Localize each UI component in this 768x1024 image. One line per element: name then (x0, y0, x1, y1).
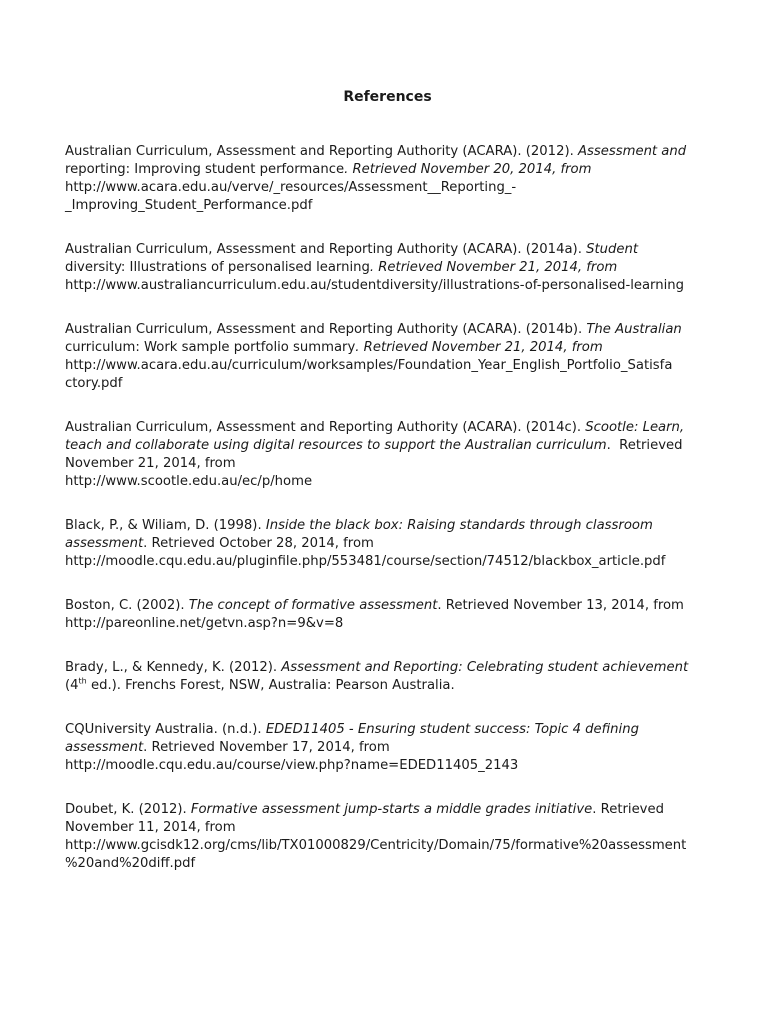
reference-line (65, 473, 715, 491)
reference-text: Brady, L., & Kennedy, K. (2012). (65, 660, 282, 675)
reference-line (65, 535, 715, 553)
italic-title: Inside the black box: Raising standards through classroom (265, 518, 653, 533)
reference-line (65, 553, 715, 571)
reference-text: Australian Curriculum, Assessment and Reporting Authority (ACARA). (2012). (65, 144, 578, 159)
reference-list (65, 143, 715, 899)
italic-title: . Retrieved November 21, 2014, from (355, 340, 603, 355)
reference-entry (65, 321, 715, 393)
page-title: References (343, 89, 432, 105)
reference-line (65, 437, 715, 455)
superscript-text: th (78, 676, 87, 686)
reference-entry (65, 143, 715, 215)
reference-line (65, 659, 715, 677)
italic-title: Scootle: Learn, (585, 420, 685, 435)
italic-title: The concept of formative assessment (188, 598, 438, 613)
reference-line (65, 277, 715, 295)
reference-text: (4 (65, 678, 79, 693)
reference-line (65, 517, 715, 535)
reference-text: November 21, 2014, from (65, 456, 236, 471)
reference-line (65, 197, 715, 215)
reference-text: November 11, 2014, from (65, 820, 236, 835)
reference-text: ctory.pdf (65, 376, 123, 391)
reference-text: http://www.acara.edu.au/curriculum/worksamples/Foundation_Year_English_Portfolio_Satisfa (65, 358, 673, 373)
reference-text: diversity: Illustrations of personalised learning (65, 260, 370, 275)
reference-line (65, 801, 715, 819)
reference-text: . Retrieved (606, 438, 683, 453)
reference-line (65, 819, 715, 837)
reference-text: Australian Curriculum, Assessment and Reporting Authority (ACARA). (2014b). (65, 322, 587, 337)
reference-text: Australian Curriculum, Assessment and Reporting Authority (ACARA). (2014a). (65, 242, 587, 257)
reference-text: http://www.gcisdk12.org/cms/lib/TX01000829/Centricity/Domain/75/formative%20assessment (65, 838, 687, 853)
reference-entry (65, 241, 715, 295)
reference-line (65, 241, 715, 259)
reference-line (65, 339, 715, 357)
italic-title: Student (586, 242, 638, 257)
italic-title: Assessment and (578, 144, 687, 159)
reference-entry (65, 801, 715, 873)
reference-line (65, 375, 715, 393)
reference-text: http://pareonline.net/getvn.asp?n=9&v=8 (65, 616, 344, 631)
reference-line (65, 161, 715, 179)
italic-title: Formative assessment jump-starts a middle grades initiative (190, 802, 593, 817)
reference-text: http://www.scootle.edu.au/ec/p/home (65, 474, 313, 489)
reference-line (65, 455, 715, 473)
reference-text: %20and%20diff.pdf (65, 856, 196, 871)
reference-text: _Improving_Student_Performance.pdf (65, 198, 313, 213)
reference-line (65, 757, 715, 775)
reference-text: . Retrieved November 17, 2014, from (143, 740, 390, 755)
reference-text: . Retrieved November 13, 2014, from (437, 598, 684, 613)
reference-text: ed.). Frenchs Forest, NSW, Australia: Pearson Australia. (86, 678, 455, 693)
italic-title: . Retrieved November 20, 2014, from (344, 162, 592, 177)
reference-line (65, 419, 715, 437)
reference-line (65, 721, 715, 739)
reference-line (65, 143, 715, 161)
reference-line (65, 739, 715, 757)
reference-text: http://moodle.cqu.edu.au/pluginfile.php/553481/course/section/74512/blackbox_article.pdf (65, 554, 666, 569)
reference-text: reporting: Improving student performance (65, 162, 345, 177)
reference-text: Doubet, K. (2012). (65, 802, 191, 817)
reference-entry (65, 659, 715, 695)
italic-title: The Australian (586, 322, 682, 337)
reference-text: . Retrieved October 28, 2014, from (143, 536, 374, 551)
reference-line (65, 357, 715, 375)
reference-text: Australian Curriculum, Assessment and Reporting Authority (ACARA). (2014c). (65, 420, 586, 435)
reference-text: http://www.australiancurriculum.edu.au/studentdiversity/illustrations-of-personalised-learning (65, 278, 684, 293)
reference-text: http://moodle.cqu.edu.au/course/view.php?name=EDED11405_2143 (65, 758, 519, 773)
reference-line (65, 597, 715, 615)
reference-text: http://www.acara.edu.au/verve/_resources/Assessment__Reporting_- (65, 180, 517, 195)
italic-title: assessment (65, 740, 144, 755)
reference-line (65, 837, 715, 855)
reference-line (65, 259, 715, 277)
reference-line (65, 855, 715, 873)
reference-line (65, 615, 715, 633)
italic-title: teach and collaborate using digital resources to support the Australian curriculum (65, 438, 607, 453)
reference-text: Boston, C. (2002). (65, 598, 189, 613)
reference-entry (65, 721, 715, 775)
reference-entry (65, 419, 715, 491)
reference-line (65, 677, 715, 695)
reference-text: curriculum: Work sample portfolio summary (65, 340, 356, 355)
reference-line (65, 179, 715, 197)
reference-line (65, 321, 715, 339)
italic-title: Assessment and Reporting: Celebrating student achievement (281, 660, 689, 675)
italic-title: EDED11405 - Ensuring student success: Topic 4 defining (265, 722, 639, 737)
reference-entry (65, 597, 715, 633)
italic-title: . Retrieved November 21, 2014, from (369, 260, 618, 275)
italic-title: assessment (65, 536, 144, 551)
reference-text: . Retrieved (592, 802, 664, 817)
reference-text: CQUniversity Australia. (n.d.). (65, 722, 266, 737)
reference-text: Black, P., & Wiliam, D. (1998). (65, 518, 266, 533)
reference-entry (65, 517, 715, 571)
